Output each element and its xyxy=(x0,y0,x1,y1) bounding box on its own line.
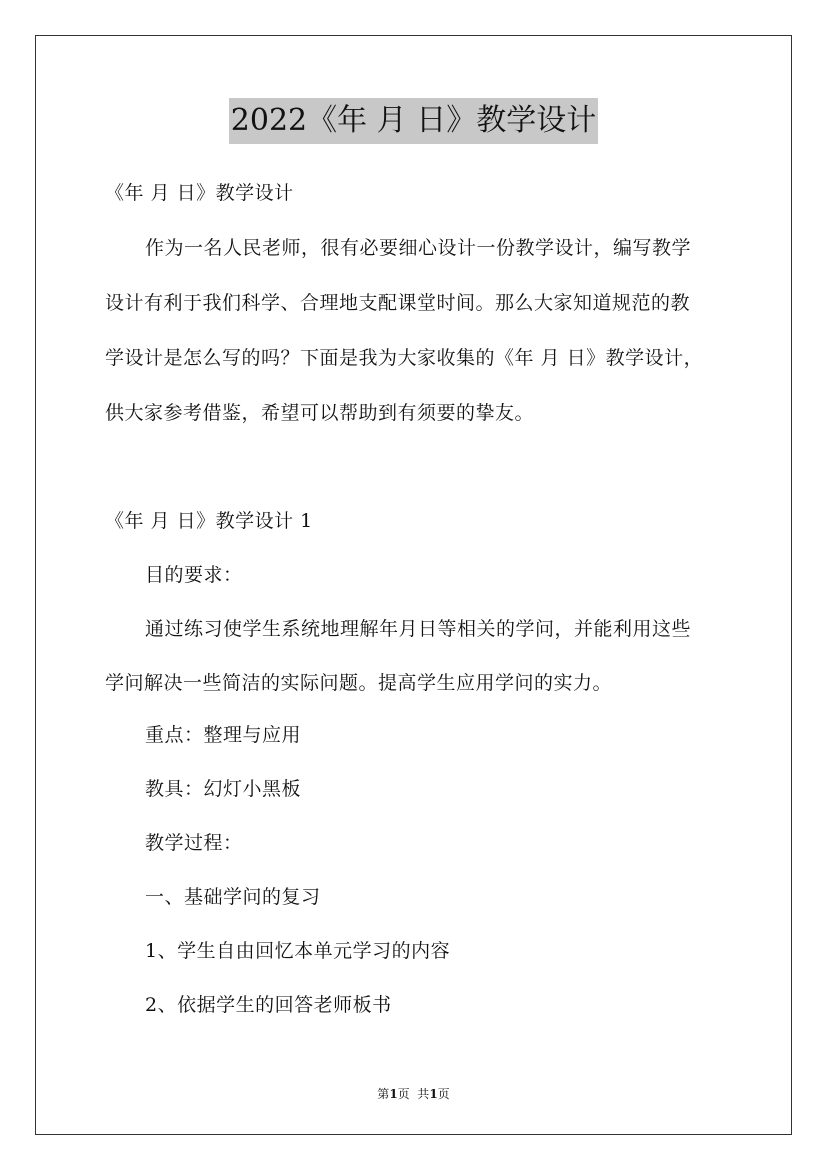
footer-page-total: 1 xyxy=(429,1087,438,1101)
intro-line-4: 供大家参考借鉴，希望可以帮助到有须要的挚友。 xyxy=(105,402,535,424)
step-1: 1、学生自由回忆本单元学习的内容 xyxy=(145,940,451,962)
footer-page-prefix: 第 xyxy=(377,1087,390,1101)
intro-line-1: 作为一名人民老师，很有必要细心设计一份教学设计，编写教学 xyxy=(145,237,692,259)
footer-page-suffix: 页 xyxy=(437,1087,450,1101)
goal-text-line-1: 通过练习使学生系统地理解年月日等相关的学问，并能利用这些 xyxy=(145,618,692,640)
key-point: 重点：整理与应用 xyxy=(145,724,302,746)
goal-label: 目的要求： xyxy=(145,564,243,586)
step-2: 2、依据学生的回答老师板书 xyxy=(145,994,392,1016)
footer-page-current: 1 xyxy=(389,1087,398,1101)
process-label: 教学过程： xyxy=(145,832,243,854)
goal-text-line-2: 学问解决一些简洁的实际问题。提高学生应用学问的实力。 xyxy=(105,672,613,694)
page-footer xyxy=(0,1085,827,1102)
intro-line-2: 设计有利于我们科学、合理地支配课堂时间。那么大家知道规范的教 xyxy=(105,292,691,314)
intro-line-3: 学设计是怎么写的吗？下面是我为大家收集的《年 月 日》教学设计， xyxy=(105,347,704,369)
step-heading: 一、基础学问的复习 xyxy=(145,886,321,908)
document-title: 2022《年 月 日》教学设计 xyxy=(229,98,598,144)
teaching-aids: 教具：幻灯小黑板 xyxy=(145,778,302,800)
title-container xyxy=(0,98,827,144)
subtitle: 《年 月 日》教学设计 xyxy=(105,182,294,204)
footer-page-mid: 页 共 xyxy=(397,1087,430,1101)
section-heading: 《年 月 日》教学设计 1 xyxy=(105,510,313,532)
